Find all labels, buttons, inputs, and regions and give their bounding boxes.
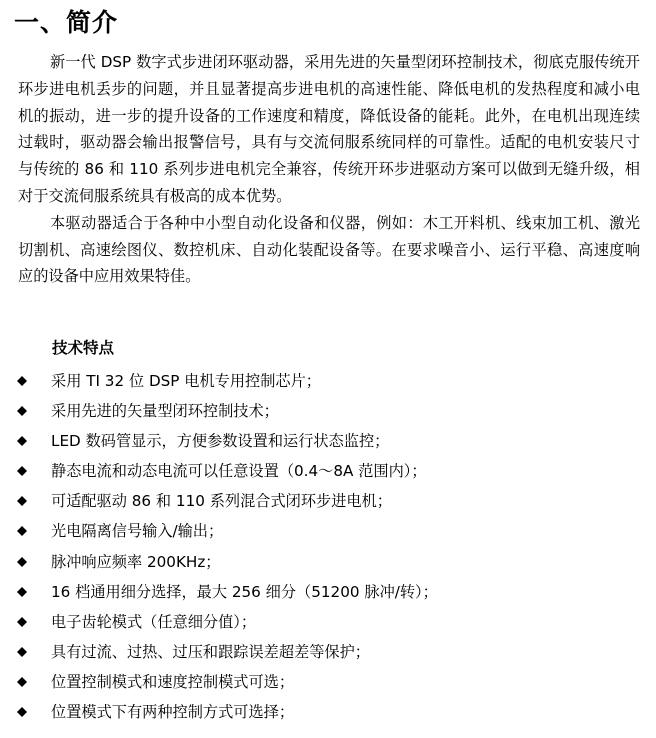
feature-text: 光电隔离信号输入/输出； [51, 522, 224, 541]
diamond-bullet-icon [17, 436, 27, 446]
feature-text: 16 档通用细分选择，最大 256 细分（51200 脉冲/转）； [51, 582, 438, 601]
section-heading: 一、简介 [14, 8, 119, 37]
feature-item [0, 516, 656, 546]
diamond-bullet-icon [17, 526, 27, 536]
feature-item [0, 697, 656, 727]
feature-item [0, 667, 656, 697]
feature-text: 可适配驱动 86 和 110 系列混合式闭环步进电机； [51, 492, 392, 511]
diamond-bullet-icon [17, 466, 27, 476]
features-title: 技术特点 [52, 339, 115, 357]
feature-text: 采用 TI 32 位 DSP 电机专用控制芯片； [51, 372, 321, 390]
feature-text: 位置模式下有两种控制方式可选择； [51, 703, 294, 722]
feature-text: 电子齿轮模式（任意细分值）； [51, 612, 257, 631]
diamond-bullet-icon [17, 376, 27, 386]
intro-paragraph: 本驱动器适合于各种中小型自动化设备和仪器，例如：木工开料机、线束加工机、激光切割机、高速绘图仪、数控机床、自动化装配设备等。在要求噪音小、运行平稳、高速度响应的设备中应用效果特佳。 [18, 213, 640, 286]
feature-text: 脉冲响应频率 200KHz； [51, 552, 221, 571]
feature-item [0, 366, 656, 396]
feature-text: LED 数码管显示，方便参数设置和运行状态监控； [51, 432, 390, 451]
feature-item [0, 426, 656, 456]
diamond-bullet-icon [17, 587, 27, 597]
feature-item [0, 486, 656, 516]
diamond-bullet-icon [17, 707, 27, 717]
diamond-bullet-icon [17, 677, 27, 687]
feature-text: 具有过流、过热、过压和跟踪误差超差等保护； [51, 642, 370, 661]
feature-item [0, 607, 656, 637]
diamond-bullet-icon [17, 557, 27, 567]
feature-text: 位置控制模式和速度控制模式可选； [51, 672, 294, 691]
feature-item [0, 547, 656, 577]
feature-item [0, 456, 656, 486]
feature-item [0, 637, 656, 667]
feature-text: 采用先进的矢量型闭环控制技术； [51, 402, 279, 421]
diamond-bullet-icon [17, 647, 27, 657]
feature-list [0, 366, 656, 727]
diamond-bullet-icon [17, 617, 27, 627]
diamond-bullet-icon [17, 406, 27, 416]
feature-item [0, 396, 656, 426]
feature-item [0, 577, 656, 607]
feature-text: 静态电流和动态电流可以任意设置（0.4～8A 范围内）； [51, 462, 427, 481]
diamond-bullet-icon [17, 496, 27, 506]
intro-paragraph: 新一代 DSP 数字式步进闭环驱动器，采用先进的矢量型闭环控制技术，彻底克服传统开环步进电机丢步的问题，并且显著提高步进电机的高速性能、降低电机的发热程度和减小电机的振动，进一步的提升设备的工作速度和精度，降低设备的能耗。此外，在电机出现连续过载时，驱动器会输出报警信号，具有与交流伺服系统同样的可靠性。适配的电机安装尺寸与传统的 86 和 110 系列步进电机完全兼容，传统开环步进驱动方案可以做到无缝升级，相对于交流伺服系统具有极高的成本优势。 [18, 53, 640, 205]
intro-section [18, 49, 640, 290]
